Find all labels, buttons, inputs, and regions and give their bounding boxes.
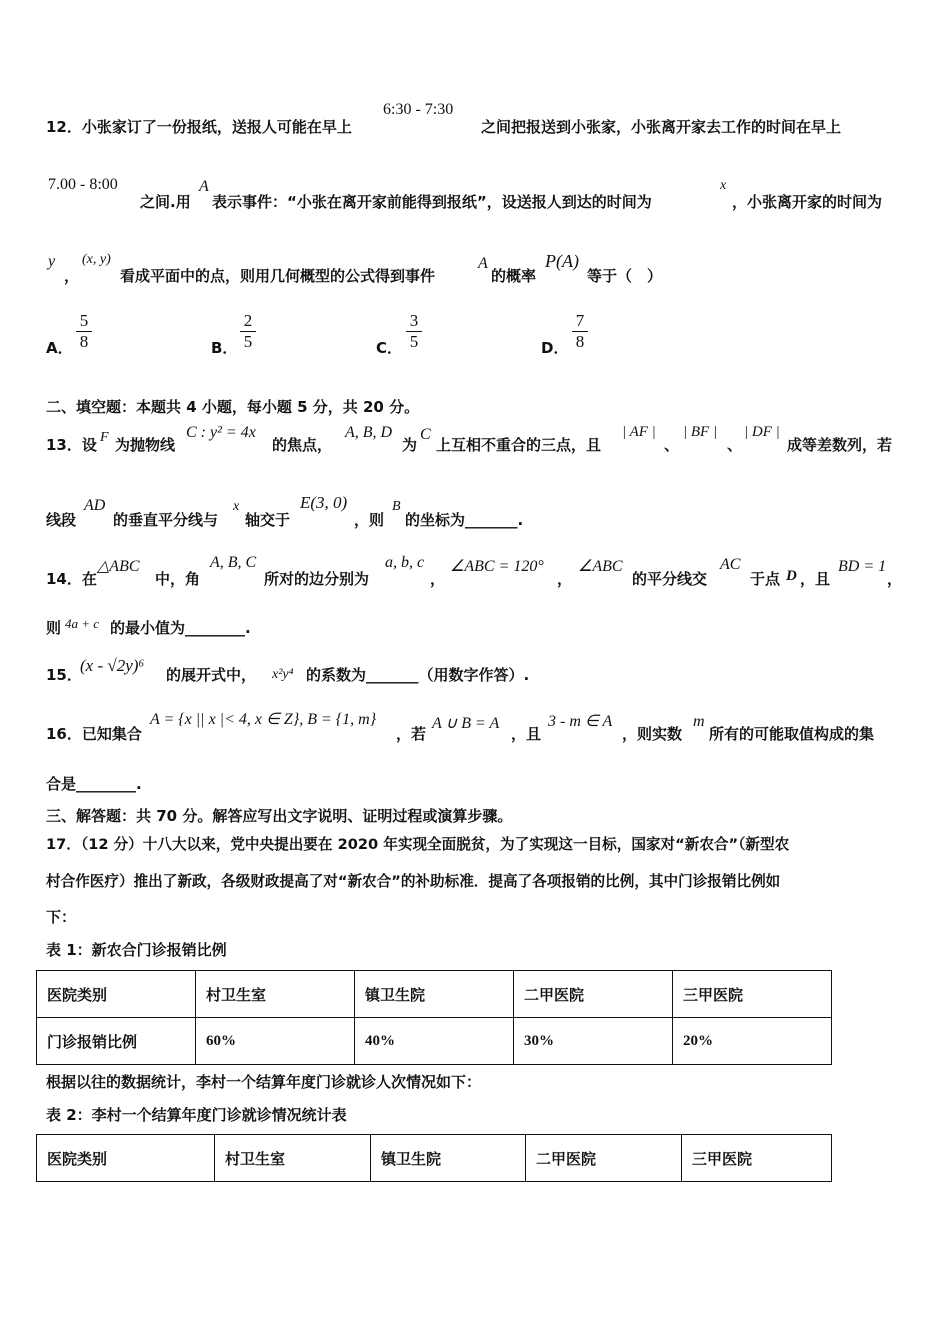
table1-cell: 40% bbox=[355, 1018, 514, 1065]
q12-text5: ，小张离开家的时间为 bbox=[732, 193, 883, 211]
q13-t6: 成等差数列，若 bbox=[787, 436, 893, 454]
table1-header-cell: 医院类别 bbox=[37, 971, 196, 1018]
q16-math-cond: 3 - m ∈ A bbox=[548, 713, 613, 730]
q15-t1: 的展开式中， bbox=[166, 666, 257, 684]
q14-number: 14．在 bbox=[46, 570, 97, 588]
q12-math-A: A bbox=[199, 178, 209, 195]
q16-math-m: m bbox=[693, 713, 705, 730]
q16-math-sets: A = {x || x |< 4, x ∈ Z}, B = {1, m} bbox=[150, 711, 377, 728]
q13-sep1: 、 bbox=[664, 436, 680, 454]
q12-text8: 的概率 bbox=[491, 267, 537, 285]
q14-math-ABC: A, B, C bbox=[210, 554, 257, 571]
table1-row bbox=[37, 1018, 832, 1065]
q13-math-DF: | DF | bbox=[744, 424, 780, 440]
q13-math-AF: | AF | bbox=[622, 424, 656, 440]
q13-t8: 的垂直平分线与 bbox=[113, 511, 219, 529]
q13-math-C: C : y² = 4x bbox=[186, 424, 256, 441]
table2-title: 表 2：李村一个结算年度门诊就诊情况统计表 bbox=[46, 1106, 347, 1124]
q13-math-E: E(3, 0) bbox=[300, 493, 348, 512]
table1-header-cell: 镇卫生院 bbox=[355, 971, 514, 1018]
q14-math-BD: BD = 1 bbox=[838, 558, 887, 575]
q12-option-d-label: D． bbox=[541, 339, 569, 357]
table2-header-cell: 镇卫生院 bbox=[371, 1135, 526, 1182]
q12-option-a-label: A． bbox=[46, 339, 73, 357]
q14-t7: 于点 bbox=[750, 570, 781, 588]
q14-math-tri: △ABC bbox=[97, 558, 140, 575]
q12-math-PA: P(A) bbox=[545, 251, 579, 271]
q13-sep2: 、 bbox=[727, 436, 743, 454]
q16-math-union: A ∪ B = A bbox=[432, 715, 500, 732]
q12-option-c-label: C． bbox=[376, 339, 403, 357]
q14-t6: 的平分线交 bbox=[632, 570, 708, 588]
table1-header-cell: 二甲医院 bbox=[514, 971, 673, 1018]
q15-number: 15． bbox=[46, 666, 82, 684]
q17-line2: 村合作医疗）推出了新政，各级财政提高了对“新农合”的补助标准．提高了各项报销的比例，其中门诊报销比例如 bbox=[46, 873, 781, 890]
q17-line1: 17．（12 分）十八大以来，党中央提出要在 2020 年实现全面脱贫，为了实现这一目标，国家对“新农合”（新型农 bbox=[46, 836, 790, 853]
table1-cell: 30% bbox=[514, 1018, 673, 1065]
table1-header-cell: 三甲医院 bbox=[673, 971, 832, 1018]
table2 bbox=[36, 1134, 832, 1182]
q13-math-BF: | BF | bbox=[683, 424, 718, 440]
q13-t11: 的坐标为_______. bbox=[405, 511, 524, 529]
q12-text7: 看成平面中的点，则用几何概型的公式得到事件 bbox=[120, 267, 436, 285]
q16-t4: ，则实数 bbox=[622, 725, 683, 743]
q16-t2: ，若 bbox=[396, 725, 427, 743]
q15-math-term: x²y⁴ bbox=[272, 667, 294, 682]
table1-cell: 60% bbox=[196, 1018, 355, 1065]
table2-header-row bbox=[37, 1135, 832, 1182]
q12-option-c-fraction: $\frac{3}{5}$ bbox=[406, 311, 422, 352]
q14-t8: ，且 bbox=[800, 570, 831, 588]
q12-option-d-fraction: $\frac{7}{8}$ bbox=[572, 311, 588, 352]
q17-line3: 下： bbox=[46, 908, 77, 926]
table2-header-cell: 三甲医院 bbox=[682, 1135, 832, 1182]
q14-t3: 所对的边分别为 bbox=[264, 570, 370, 588]
q13-t5: 上互相不重合的三点，且 bbox=[436, 436, 602, 454]
q12-math-xy: (x, y) bbox=[82, 252, 111, 267]
q13-math-B: B bbox=[392, 499, 401, 514]
q14-point-D: D bbox=[786, 568, 797, 584]
q12-text3: 之间.用 bbox=[140, 193, 191, 211]
q12-math-A2: A bbox=[478, 255, 488, 272]
q13-math-C2: C bbox=[420, 426, 431, 443]
q12-math-x: x bbox=[720, 178, 727, 193]
q14-math-angle2: ∠ABC bbox=[578, 558, 623, 575]
section3-header: 三、解答题：共 70 分。解答应写出文字说明、证明过程或演算步骤。 bbox=[46, 807, 513, 825]
table2-header-cell: 二甲医院 bbox=[526, 1135, 682, 1182]
q12-time1: 6:30 - 7:30 bbox=[383, 101, 454, 118]
q13-number: 13．设 bbox=[46, 436, 97, 454]
q13-t2: 为抛物线 bbox=[115, 436, 176, 454]
table1 bbox=[36, 970, 832, 1065]
q17-middle-text: 根据以往的数据统计，李村一个结算年度门诊就诊人次情况如下： bbox=[46, 1073, 482, 1091]
q12-text6: ， bbox=[64, 267, 80, 285]
q12-text2: 之间把报送到小张家，小张离开家去工作的时间在早上 bbox=[481, 118, 842, 136]
q14-math-AC: AC bbox=[720, 556, 741, 573]
table1-cell: 20% bbox=[673, 1018, 832, 1065]
q12-time2: 7.00 - 8:00 bbox=[48, 176, 118, 193]
table2-header-cell: 医院类别 bbox=[37, 1135, 215, 1182]
section2-header: 二、填空题：本题共 4 小题，每小题 5 分，共 20 分。 bbox=[46, 398, 420, 416]
q12-option-b-fraction: $\frac{2}{5}$ bbox=[240, 311, 256, 352]
table1-title: 表 1：新农合门诊报销比例 bbox=[46, 941, 227, 959]
q14-t10: 则 bbox=[46, 619, 62, 637]
q15-math-expr: (x - √2y)⁶ bbox=[80, 656, 145, 675]
q13-math-AD: AD bbox=[84, 497, 106, 514]
q14-math-angle: ∠ABC = 120° bbox=[450, 558, 544, 575]
q12-option-b-label: B． bbox=[211, 339, 238, 357]
q15-t2: 的系数为_______（用数字作答）. bbox=[306, 666, 530, 684]
table1-cell: 门诊报销比例 bbox=[37, 1018, 196, 1065]
q14-math-expr: 4a + c bbox=[65, 616, 100, 631]
q12-math-y: y bbox=[48, 253, 56, 270]
q16-t3: ，且 bbox=[511, 725, 542, 743]
q14-t5: ， bbox=[557, 570, 573, 588]
q13-t9: 轴交于 bbox=[245, 511, 291, 529]
q14-t4: ， bbox=[430, 570, 446, 588]
q12-line1: 12．小张家订了一份报纸，送报人可能在早上 bbox=[46, 118, 352, 136]
q16-t6: 合是________. bbox=[46, 775, 142, 793]
q14-t9: ， bbox=[887, 570, 903, 588]
q13-t4: 为 bbox=[402, 436, 418, 454]
table2-header-cell: 村卫生室 bbox=[215, 1135, 371, 1182]
q12-option-a-fraction: $\frac{5}{8}$ bbox=[76, 311, 92, 352]
q12-text9: 等于（ ） bbox=[587, 267, 663, 285]
q13-t7: 线段 bbox=[46, 511, 77, 529]
q13-math-x: x bbox=[233, 499, 240, 514]
q13-math-F: F bbox=[100, 430, 109, 445]
q14-t2: 中，角 bbox=[155, 570, 201, 588]
q13-t3: 的焦点， bbox=[272, 436, 333, 454]
q12-text4: 表示事件：“小张在离开家前能得到报纸”，设送报人到达的时间为 bbox=[212, 193, 652, 211]
q13-t10: ，则 bbox=[354, 511, 385, 529]
q16-number: 16．已知集合 bbox=[46, 725, 142, 743]
q14-t11: 的最小值为________. bbox=[110, 619, 251, 637]
q13-math-ABD: A, B, D bbox=[345, 424, 393, 441]
q14-math-abc: a, b, c bbox=[385, 554, 425, 571]
table1-header-cell: 村卫生室 bbox=[196, 971, 355, 1018]
table1-header-row bbox=[37, 971, 832, 1018]
q16-t5: 所有的可能取值构成的集 bbox=[709, 725, 875, 743]
